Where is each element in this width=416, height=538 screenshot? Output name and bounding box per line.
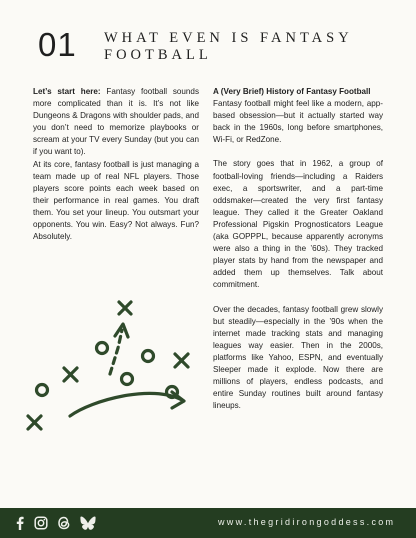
- left-column: [33, 86, 199, 243]
- chapter-title-line1: WHAT EVEN IS FANTASY: [104, 30, 353, 46]
- right-column: [213, 86, 383, 412]
- website-link[interactable]: www.thegridirongoddess.com: [218, 517, 396, 527]
- play-diagram-illustration: [22, 296, 202, 441]
- bluesky-icon[interactable]: [80, 516, 96, 530]
- lead-in: Let’s start here:: [33, 87, 101, 96]
- footer-bar: [0, 508, 416, 538]
- chapter-number: 01: [38, 26, 77, 63]
- facebook-icon[interactable]: [13, 516, 27, 530]
- circle-mark-icon: [97, 343, 108, 354]
- threads-icon[interactable]: [57, 516, 71, 530]
- x-mark-icon: [119, 302, 131, 314]
- x-mark-icon: [64, 368, 77, 381]
- history-heading: A (Very Brief) History of Fantasy Football: [213, 87, 371, 96]
- chapter-header: [38, 26, 398, 66]
- circle-mark-icon: [37, 385, 48, 396]
- intro-text: Fantasy football sounds more complicated than it is. It’s not like Dungeons & Dragons with shoulder pads, and you don’t need to memorize playbooks or scream at your TV every Sunday (but you can if you want to).: [33, 87, 199, 157]
- x-mark-icon: [175, 354, 188, 367]
- intro-paragraph: [33, 86, 199, 159]
- instagram-icon[interactable]: [34, 516, 48, 530]
- circle-mark-icon: [143, 351, 154, 362]
- core-paragraph: At its core, fantasy football is just managing a team made up of real NFL players. Those players score points each week based on their performance in real games. You draft them. You set your lineup. You outsmart your opponents. You win. Easy? Not always. Fun? Absolutely.: [33, 159, 199, 242]
- circle-mark-icon: [122, 374, 133, 385]
- history-paragraph-2: The story goes that in 1962, a group of football-loving friends—including a Raiders exec, a sportswriter, and a part-time oddsmaker—created the very first fantasy league. They called it the Greater Oakland Professional Pigskin Prognosticators League (aka GOPPPL, because apparently acronyms were also a thing in the ’60s). They tracked player stats by hand from the newspaper and added them up themselves. Talk about commitment.: [213, 159, 383, 290]
- x-mark-icon: [28, 416, 41, 429]
- chapter-title: [104, 30, 394, 64]
- history-paragraph-3: Over the decades, fantasy football grew slowly but steadily—especially in the ’90s when the internet made tracking stats and managing leagues way easier. Then in the 2000s, platforms like Yahoo, ESPN, and eventually Sleeper made it explode. Now there are millions of players, endless podcasts, and entire Sunday routines built around fantasy lineups.: [213, 304, 383, 411]
- chapter-title-line2: FOOTBALL: [104, 47, 212, 63]
- history-paragraph-1: Fantasy football might feel like a modern, app-based obsession—but it actually started way back in the 1960s, long before smartphones, Wi-Fi, or RedZone.: [213, 99, 383, 145]
